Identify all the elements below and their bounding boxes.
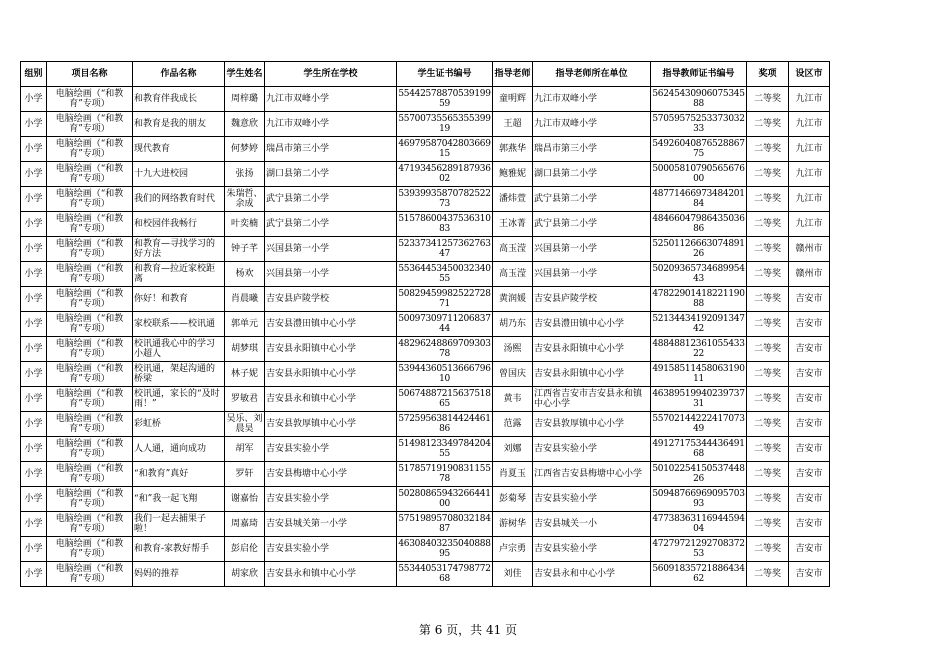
cell-work-title: 家校联系——校讯通 [133,312,225,337]
cell-city: 九江市 [789,87,830,112]
cell-teacher-cert-no: 4782290141822119088 [651,287,747,312]
cell-student-cert-no: 5725956381442446186 [397,412,493,437]
cell-work-title: 现代教育 [133,137,225,162]
cell-group: 小学 [21,412,47,437]
cell-project-name: 电脑绘画（“和教育”专项） [47,487,133,512]
cell-student-name: 周梓璐 [225,87,265,112]
cell-teacher-unit: 吉安县实验小学 [533,537,651,562]
cell-project-name: 电脑绘画（“和教育”专项） [47,187,133,212]
cell-student-name: 胡军 [225,437,265,462]
cell-teacher-unit: 湖口县第二小学 [533,162,651,187]
header-student-name: 学生姓名 [225,62,265,87]
cell-teacher-unit: 九江市双峰小学 [533,87,651,112]
cell-work-title: 和校园伴我畅行 [133,212,225,237]
cell-city: 吉安市 [789,537,830,562]
table-row [21,262,830,287]
cell-student-name: 何梦婷 [225,137,265,162]
cell-work-title: 我们的网络教育时代 [133,187,225,212]
cell-teacher-name: 汤熙 [493,337,533,362]
cell-student-school: 吉安县永阳镇中心小学 [265,362,397,387]
table-row [21,87,830,112]
table-row [21,512,830,537]
cell-student-name: 魏意欣 [225,112,265,137]
cell-teacher-cert-no: 5213443419209134742 [651,312,747,337]
cell-teacher-name: 胡乃东 [493,312,533,337]
cell-teacher-cert-no: 5570214422241707349 [651,412,747,437]
header-city: 设区市 [789,62,830,87]
cell-award: 二等奖 [747,237,789,262]
cell-city: 赣州市 [789,262,830,287]
cell-student-school: 吉安县实验小学 [265,487,397,512]
cell-project-name: 电脑绘画（“和教育”专项） [47,537,133,562]
cell-award: 二等奖 [747,362,789,387]
cell-student-cert-no: 5751989570803218487 [397,512,493,537]
award-table [20,61,830,587]
cell-group: 小学 [21,462,47,487]
cell-teacher-unit: 瑞昌市第三小学 [533,137,651,162]
cell-teacher-name: 潘炜萱 [493,187,533,212]
cell-group: 小学 [21,237,47,262]
header-row [21,62,830,87]
cell-teacher-unit: 吉安县城关一小 [533,512,651,537]
cell-group: 小学 [21,337,47,362]
cell-student-school: 吉安县永和镇中心小学 [265,562,397,587]
cell-teacher-name: 王超 [493,112,533,137]
cell-project-name: 电脑绘画（“和教育”专项） [47,412,133,437]
table-row [21,212,830,237]
cell-project-name: 电脑绘画（“和教育”专项） [47,137,133,162]
cell-student-school: 吉安县实验小学 [265,437,397,462]
cell-group: 小学 [21,537,47,562]
cell-student-cert-no: 5157860043753631083 [397,212,493,237]
cell-teacher-cert-no: 4915851145806319011 [651,362,747,387]
cell-city: 吉安市 [789,337,830,362]
cell-student-school: 九江市双峰小学 [265,112,397,137]
cell-student-school: 瑞昌市第三小学 [265,137,397,162]
header-student-school: 学生所在学校 [265,62,397,87]
cell-student-cert-no: 5544257887053919959 [397,87,493,112]
table-row [21,162,830,187]
cell-work-title: 校讯通，架起沟通的桥梁 [133,362,225,387]
header-teacher-unit: 指导老师所在单位 [533,62,651,87]
cell-student-cert-no: 4697958704280366915 [397,137,493,162]
cell-teacher-cert-no: 5010225415053744826 [651,462,747,487]
cell-student-cert-no: 5536445345003234055 [397,262,493,287]
cell-student-name: 周嘉琦 [225,512,265,537]
cell-award: 二等奖 [747,387,789,412]
cell-student-cert-no: 4630840323504088895 [397,537,493,562]
cell-student-school: 兴国县第一小学 [265,237,397,262]
cell-teacher-name: 刘佳 [493,562,533,587]
cell-project-name: 电脑绘画（“和教育”专项） [47,262,133,287]
cell-student-name: 罗敏君 [225,387,265,412]
cell-student-school: 吉安县敦厚镇中心小学 [265,412,397,437]
cell-teacher-unit: 吉安县敦厚镇中心小学 [533,412,651,437]
cell-teacher-cert-no: 5492604087652886775 [651,137,747,162]
cell-student-cert-no: 5393993587078252273 [397,187,493,212]
cell-student-cert-no: 5067488721563751865 [397,387,493,412]
cell-student-school: 湖口县第二小学 [265,162,397,187]
cell-award: 二等奖 [747,462,789,487]
cell-project-name: 电脑绘画（“和教育”专项） [47,337,133,362]
cell-teacher-unit: 九江市双峰小学 [533,112,651,137]
cell-work-title: 彩虹桥 [133,412,225,437]
cell-student-school: 吉安县庐陵学校 [265,287,397,312]
cell-project-name: 电脑绘画（“和教育”专项） [47,387,133,412]
cell-city: 吉安市 [789,462,830,487]
cell-teacher-unit: 吉安县实验小学 [533,487,651,512]
cell-teacher-unit: 兴国县第一小学 [533,262,651,287]
cell-student-school: 吉安县永阳镇中心小学 [265,337,397,362]
cell-teacher-name: 黄润媛 [493,287,533,312]
cell-student-name: 叶奕楠 [225,212,265,237]
cell-student-name: 吴乐、刘晨昊 [225,412,265,437]
header-teacher-name: 指导老师 [493,62,533,87]
header-student-cert-no: 学生证书编号 [397,62,493,87]
cell-award: 二等奖 [747,312,789,337]
cell-group: 小学 [21,512,47,537]
cell-project-name: 电脑绘画（“和教育”专项） [47,362,133,387]
cell-teacher-unit: 吉安县永和中心小学 [533,562,651,587]
cell-teacher-name: 童明辉 [493,87,533,112]
cell-work-title: “和教育”真好 [133,462,225,487]
cell-city: 九江市 [789,137,830,162]
header-award: 奖项 [747,62,789,87]
table-row [21,362,830,387]
cell-project-name: 电脑绘画（“和教育”专项） [47,112,133,137]
cell-teacher-cert-no: 4884881236105543322 [651,337,747,362]
cell-teacher-unit: 武宁县第二小学 [533,187,651,212]
table-row [21,412,830,437]
cell-student-school: 兴国县第一小学 [265,262,397,287]
cell-group: 小学 [21,437,47,462]
cell-city: 九江市 [789,212,830,237]
cell-teacher-unit: 武宁县第二小学 [533,212,651,237]
cell-student-name: 张扬 [225,162,265,187]
cell-student-cert-no: 5028086594326644100 [397,487,493,512]
cell-student-name: 胡家欣 [225,562,265,587]
cell-teacher-name: 王冰菁 [493,212,533,237]
cell-student-name: 钟子芊 [225,237,265,262]
cell-teacher-unit: 吉安县澧田镇中心小学 [533,312,651,337]
cell-student-cert-no: 5082945998252272871 [397,287,493,312]
cell-work-title: 我们一起去捕果子啦！ [133,512,225,537]
cell-award: 二等奖 [747,87,789,112]
table-row [21,562,830,587]
cell-work-title: 人人通，通向成功 [133,437,225,462]
cell-teacher-name: 鲍雅妮 [493,162,533,187]
cell-student-school: 吉安县城关第一小学 [265,512,397,537]
cell-teacher-cert-no: 4773836311694459404 [651,512,747,537]
header-group: 组别 [21,62,47,87]
cell-student-cert-no: 4829624886970930378 [397,337,493,362]
cell-teacher-cert-no: 4727972129270837253 [651,537,747,562]
cell-teacher-cert-no: 5094876696909570393 [651,487,747,512]
cell-project-name: 电脑绘画（“和教育”专项） [47,437,133,462]
cell-teacher-unit: 吉安县实验小学 [533,437,651,462]
page-footer: 第 6 页，共 41 页 [418,623,518,637]
cell-student-name: 杨欢 [225,262,265,287]
cell-student-name: 胡梦琪 [225,337,265,362]
cell-student-cert-no: 5009730971120683744 [397,312,493,337]
cell-project-name: 电脑绘画（“和教育”专项） [47,312,133,337]
cell-student-name: 谢嘉怡 [225,487,265,512]
cell-teacher-cert-no: 4912717534443649168 [651,437,747,462]
cell-group: 小学 [21,312,47,337]
cell-project-name: 电脑绘画（“和教育”专项） [47,562,133,587]
cell-work-title: 和教育—寻找学习的好方法 [133,237,225,262]
cell-city: 吉安市 [789,412,830,437]
cell-award: 二等奖 [747,287,789,312]
cell-teacher-cert-no: 5609183572188643462 [651,562,747,587]
cell-award: 二等奖 [747,187,789,212]
cell-award: 二等奖 [747,537,789,562]
cell-teacher-name: 高玉滢 [493,262,533,287]
cell-teacher-cert-no: 4638951994023973731 [651,387,747,412]
cell-student-cert-no: 5570073556535539919 [397,112,493,137]
cell-group: 小学 [21,112,47,137]
cell-award: 二等奖 [747,137,789,162]
cell-work-title: 你好！和教育 [133,287,225,312]
cell-city: 吉安市 [789,387,830,412]
cell-teacher-name: 范露 [493,412,533,437]
cell-city: 吉安市 [789,362,830,387]
cell-teacher-name: 游树华 [493,512,533,537]
table-row [21,137,830,162]
cell-group: 小学 [21,487,47,512]
cell-student-school: 吉安县梅塘中心小学 [265,462,397,487]
cell-student-school: 吉安县澧田镇中心小学 [265,312,397,337]
cell-city: 九江市 [789,112,830,137]
cell-group: 小学 [21,87,47,112]
table-row [21,187,830,212]
cell-award: 二等奖 [747,262,789,287]
cell-project-name: 电脑绘画（“和教育”专项） [47,212,133,237]
cell-student-school: 九江市双峰小学 [265,87,397,112]
cell-group: 小学 [21,137,47,162]
cell-group: 小学 [21,162,47,187]
table-row [21,237,830,262]
table-row [21,312,830,337]
cell-project-name: 电脑绘画（“和教育”专项） [47,162,133,187]
cell-city: 九江市 [789,162,830,187]
cell-student-cert-no: 5394436051366679610 [397,362,493,387]
cell-group: 小学 [21,187,47,212]
cell-project-name: 电脑绘画（“和教育”专项） [47,462,133,487]
table-row [21,337,830,362]
cell-student-school: 武宁县第二小学 [265,212,397,237]
cell-work-title: 和教育-家教好帮手 [133,537,225,562]
cell-student-cert-no: 5534405317479877268 [397,562,493,587]
table-row [21,112,830,137]
cell-student-name: 罗轩 [225,462,265,487]
cell-teacher-name: 曾国庆 [493,362,533,387]
cell-award: 二等奖 [747,562,789,587]
cell-student-name: 肖晨曦 [225,287,265,312]
cell-award: 二等奖 [747,112,789,137]
cell-group: 小学 [21,212,47,237]
cell-teacher-unit: 江西省吉安县梅塘中心小学 [533,462,651,487]
cell-teacher-name: 郭燕华 [493,137,533,162]
cell-work-title: 校讯通，家长的“及时雨！” [133,387,225,412]
cell-teacher-name: 彭菊琴 [493,487,533,512]
cell-city: 吉安市 [789,437,830,462]
cell-teacher-name: 卢宗勇 [493,537,533,562]
cell-teacher-unit: 吉安县庐陵学校 [533,287,651,312]
cell-group: 小学 [21,287,47,312]
cell-work-title: 校讯通我心中的学习小超人 [133,337,225,362]
cell-teacher-unit: 吉安县永阳镇中心小学 [533,362,651,387]
header-project-name: 项目名称 [47,62,133,87]
cell-student-school: 吉安县实验小学 [265,537,397,562]
cell-teacher-name: 黄韦 [493,387,533,412]
table-row [21,462,830,487]
cell-city: 吉安市 [789,562,830,587]
cell-city: 吉安市 [789,487,830,512]
cell-city: 赣州市 [789,237,830,262]
cell-student-name: 林子妮 [225,362,265,387]
cell-student-name: 朱瑞哲、余成 [225,187,265,212]
cell-work-title: 和教育伴我成长 [133,87,225,112]
cell-award: 二等奖 [747,162,789,187]
cell-work-title: 妈妈的推荐 [133,562,225,587]
table-row [21,287,830,312]
cell-student-cert-no: 5178571919083115578 [397,462,493,487]
cell-teacher-cert-no: 5705957525337303233 [651,112,747,137]
table-row [21,437,830,462]
cell-teacher-cert-no: 5000581079056567600 [651,162,747,187]
cell-award: 二等奖 [747,212,789,237]
cell-group: 小学 [21,362,47,387]
cell-teacher-name: 肖夏玉 [493,462,533,487]
cell-project-name: 电脑绘画（“和教育”专项） [47,287,133,312]
cell-city: 吉安市 [789,512,830,537]
cell-work-title: 和教育—拉近家校距离 [133,262,225,287]
cell-teacher-name: 高玉滢 [493,237,533,262]
cell-award: 二等奖 [747,512,789,537]
cell-city: 吉安市 [789,287,830,312]
cell-award: 二等奖 [747,437,789,462]
cell-teacher-cert-no: 5624543090607534588 [651,87,747,112]
table-row [21,387,830,412]
cell-project-name: 电脑绘画（“和教育”专项） [47,237,133,262]
cell-work-title: “和”我一起飞翔 [133,487,225,512]
cell-group: 小学 [21,387,47,412]
cell-award: 二等奖 [747,487,789,512]
cell-student-school: 武宁县第二小学 [265,187,397,212]
cell-project-name: 电脑绘画（“和教育”专项） [47,87,133,112]
cell-city: 九江市 [789,187,830,212]
cell-group: 小学 [21,562,47,587]
cell-student-cert-no: 5233734125736276347 [397,237,493,262]
cell-project-name: 电脑绘画（“和教育”专项） [47,512,133,537]
cell-teacher-cert-no: 5020936573468995443 [651,262,747,287]
cell-teacher-unit: 江西省吉安市吉安县永和镇中心小学 [533,387,651,412]
cell-student-name: 郭单元 [225,312,265,337]
header-teacher-cert-no: 指导教师证书编号 [651,62,747,87]
table-row [21,487,830,512]
cell-teacher-cert-no: 4877146697348420184 [651,187,747,212]
cell-group: 小学 [21,262,47,287]
cell-teacher-unit: 吉安县永阳镇中心小学 [533,337,651,362]
table-row [21,537,830,562]
cell-teacher-name: 刘娜 [493,437,533,462]
cell-work-title: 十九大进校园 [133,162,225,187]
cell-student-school: 吉安县永和镇中心小学 [265,387,397,412]
cell-teacher-cert-no: 4846604798643503686 [651,212,747,237]
cell-city: 吉安市 [789,312,830,337]
cell-student-cert-no: 4719345628918793602 [397,162,493,187]
cell-student-name: 彭启伦 [225,537,265,562]
cell-student-cert-no: 5149812334978420455 [397,437,493,462]
cell-award: 二等奖 [747,337,789,362]
cell-teacher-unit: 兴国县第一小学 [533,237,651,262]
cell-award: 二等奖 [747,412,789,437]
header-work-title: 作品名称 [133,62,225,87]
cell-work-title: 和教育是我的朋友 [133,112,225,137]
cell-teacher-cert-no: 5250112666307489126 [651,237,747,262]
